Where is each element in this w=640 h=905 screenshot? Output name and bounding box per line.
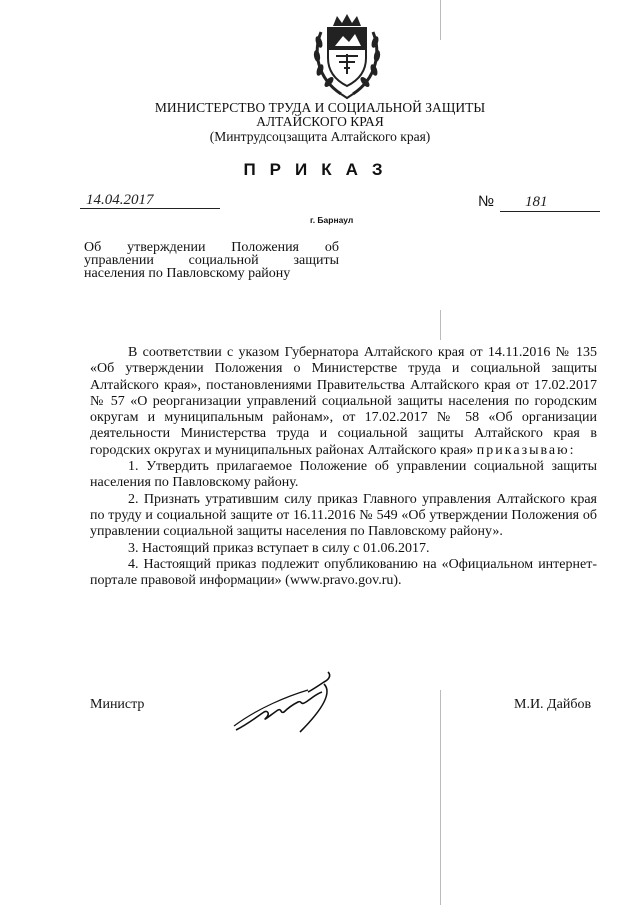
item-4: 4. Настоящий приказ подлежит опубликованию на «Официальном интернет-портале правовой информации» (www.pravo.gov.ru). xyxy=(90,556,597,589)
number-line xyxy=(500,211,600,212)
item-1: 1. Утвердить прилагаемое Положение об управлении социальной защиты населения по Павловскому району. xyxy=(90,459,597,491)
scan-artifact-line xyxy=(440,690,441,905)
city: г. Барнаул xyxy=(310,215,354,225)
document-subject: Об утверждении Положения об управлении социальной защиты населения по Павловскому району xyxy=(84,240,339,281)
coat-of-arms-icon xyxy=(311,12,383,100)
document-title: ПРИКАЗ xyxy=(243,160,397,179)
ministry-region: АЛТАЙСКОГО КРАЯ xyxy=(256,114,384,129)
signer-name: М.И. Дайбов xyxy=(514,697,592,712)
document-number: 181 xyxy=(525,194,548,210)
number-label: № xyxy=(478,193,495,210)
item-2: 2. Признать утратившим силу приказ Главного управления Алтайского края по труду и социальной защите от 16.11.2016 № 549 «Об утверждении Положения об управлении социальной защиты населения по Павловскому району». xyxy=(90,491,597,540)
handwritten-signature-icon xyxy=(228,668,378,738)
signer-position: Министр xyxy=(90,697,145,712)
ministry-short-name: (Минтрудсоцзащита Алтайского края) xyxy=(209,129,431,144)
item-3: 3. Настоящий приказ вступает в силу с 01.06.2017. xyxy=(128,540,430,556)
document-date: 14.04.2017 xyxy=(86,192,154,208)
intro-paragraph xyxy=(90,345,597,459)
order-word: приказываю: xyxy=(476,442,576,458)
scan-artifact-line xyxy=(440,0,441,40)
intro-text: В соответствии с указом Губернатора Алтайского края от 14.11.2016 № 135 «Об утверждении Положения о Министерстве труда и социальной защиты Алтайского края», постановлениями Правительства Алтайского края от 17.02.2017 № 57 «О реорганизации управлений социальной защиты населения по городским округам и муниципальным районам», от 17.02.2017 № 58 «Об организации деятельности Министерства труда и социальной защиты Алтайского края в городских округах и муниципальных районах Алтайского края» xyxy=(90,345,597,458)
ministry-name: МИНИСТЕРСТВО ТРУДА И СОЦИАЛЬНОЙ ЗАЩИТЫ xyxy=(154,100,486,115)
scan-artifact-line xyxy=(440,310,441,340)
document-body xyxy=(90,345,597,589)
